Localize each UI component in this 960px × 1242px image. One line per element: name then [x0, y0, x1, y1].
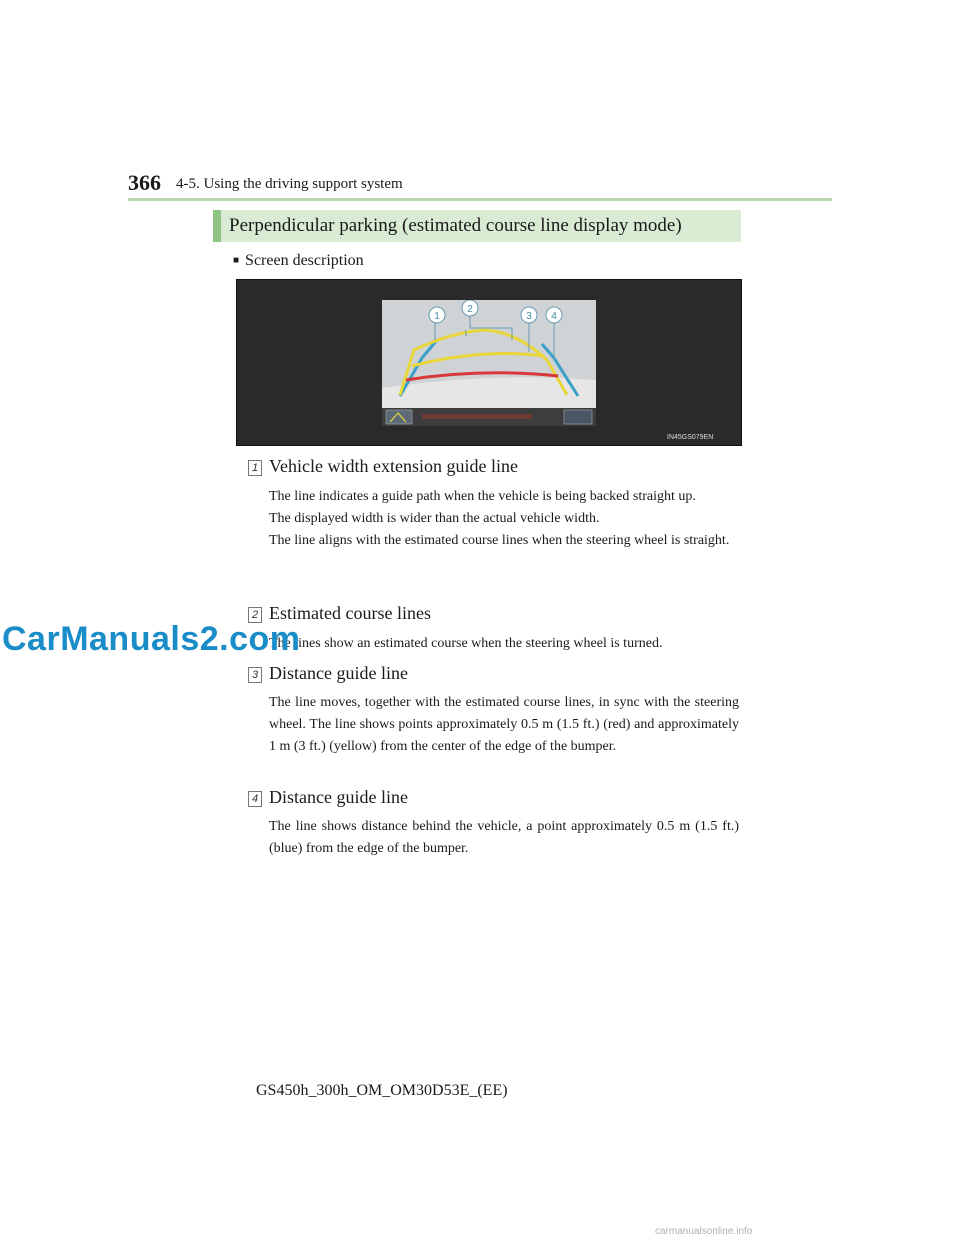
item-paragraph: The line moves, together with the estimated course lines, in sync with the steering wheel. The line shows points approximately 0.5 m (1.5 ft.) (red) and approximately 1 m (3 ft.) (yellow) from the center of the edge of the bumper. — [269, 695, 739, 754]
item-paragraph: The displayed width is wider than the actual vehicle width. — [269, 511, 600, 526]
chapter-title: 4-5. Using the driving support system — [176, 176, 403, 192]
callout-3: 3 — [526, 311, 532, 322]
item-paragraph: The line aligns with the estimated course lines when the steering wheel is straight. — [269, 533, 730, 548]
bullet-heading: ■ Screen description — [233, 252, 364, 270]
item-title: Vehicle width extension guide line — [269, 456, 518, 476]
figure-code: IN45GS079EN — [667, 434, 714, 441]
item-description — [269, 816, 739, 860]
item-paragraph: The line shows distance behind the vehicle, a point approximately 0.5 m (1.5 ft.) (blue) from the edge of the bumper. — [269, 819, 739, 856]
item-description — [269, 486, 739, 552]
watermark-logo: CarManuals2.com — [2, 620, 301, 658]
item-number-badge: 4 — [248, 791, 262, 807]
callout-1: 1 — [434, 311, 440, 322]
item-number-badge: 1 — [248, 460, 262, 476]
item-description — [269, 633, 739, 655]
item-title: Distance guide line — [269, 663, 408, 683]
item-number-badge: 3 — [248, 667, 262, 683]
item-paragraph: The lines show an estimated course when the steering wheel is turned. — [269, 636, 663, 651]
item-paragraph: The line indicates a guide path when the vehicle is being backed straight up. — [269, 489, 696, 504]
item-number-badge: 2 — [248, 607, 262, 623]
callout-2: 2 — [467, 304, 473, 315]
footer-doc-code: GS450h_300h_OM_OM30D53E_(EE) — [256, 1082, 508, 1099]
camera-view-illustration — [382, 300, 596, 426]
page-number: 366 — [128, 170, 161, 195]
callout-4: 4 — [551, 311, 557, 322]
item-title: Estimated course lines — [269, 603, 431, 623]
item-description — [269, 692, 739, 758]
item-title: Distance guide line — [269, 787, 408, 807]
section-title: Perpendicular parking (estimated course line display mode) — [229, 215, 682, 236]
header-rule — [128, 198, 832, 201]
footer-watermark: carmanualsonline.info — [655, 1226, 753, 1237]
